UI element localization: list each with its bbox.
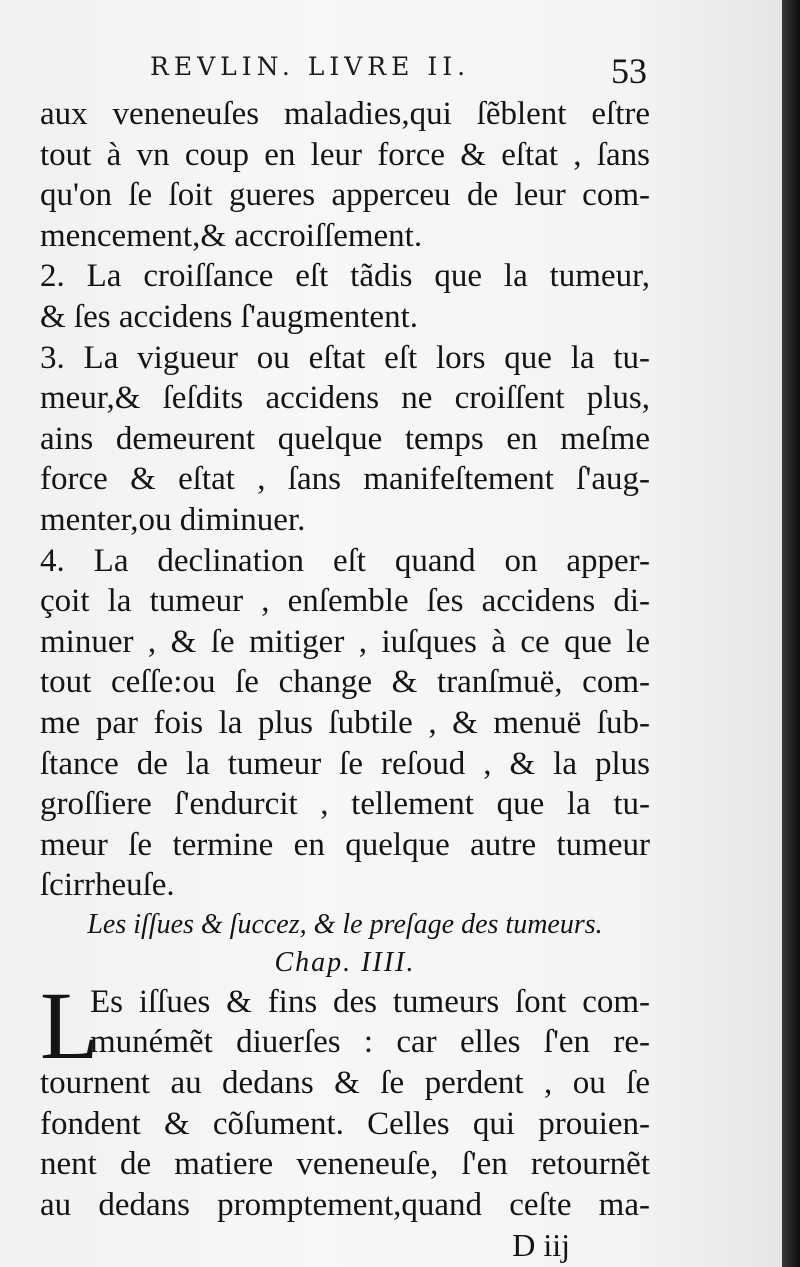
text-line: Es iſſues & fins des tumeurs ſont com- xyxy=(90,983,650,1020)
text-line: tout à vn coup en leur force & eſtat , ſans xyxy=(40,136,650,173)
text-line: qu'on ſe ſoit gueres apperceu de leur com- xyxy=(40,177,650,214)
text-line: nent de matiere veneneuſe, ſ'en retournẽt xyxy=(40,1146,650,1183)
text-line: ſcirrheuſe. xyxy=(40,867,175,904)
text-line: aux veneneuſes maladies,qui ſẽblent eſtre xyxy=(40,96,650,132)
text-line: menter,ou diminuer. xyxy=(40,501,306,538)
text-line: me par fois la plus ſubtile , & menuë ſub- xyxy=(40,704,650,741)
text-line: groſſiere ſ'endurcit , tellement que la tu- xyxy=(40,786,650,823)
text-line: mencement,& accroiſſement. xyxy=(40,217,423,254)
text-line: meur,& ſeſdits accidens ne croiſſent plus, xyxy=(40,380,650,417)
text-line: ains demeurent quelque temps en meſme xyxy=(40,420,650,457)
page-number: 53 xyxy=(611,51,647,91)
chapter-title: Les iſſues & ſuccez, & le preſage des tumeurs. xyxy=(87,908,603,940)
drop-cap: L xyxy=(40,971,99,1079)
text-line: minuer , & ſe mitiger , iuſques à ce que le xyxy=(40,623,650,660)
text-line: ſtance de la tumeur ſe reſoud , & la plus xyxy=(40,745,650,782)
book-spine-edge xyxy=(782,0,800,1267)
chapter-number: Chap. IIII. xyxy=(274,946,416,978)
text-line: çoit la tumeur , enſemble ſes accidens di- xyxy=(40,583,650,620)
text-line: fondent & cõſument. Celles qui prouien- xyxy=(40,1105,650,1142)
text-line: meur ſe termine en quelque autre tumeur xyxy=(40,826,650,863)
text-line-item-3: 3. La vigueur ou eſtat eſt lors que la tu- xyxy=(40,339,650,376)
text-line: & ſes accidens ſ'augmentent. xyxy=(40,298,418,335)
text-line: tout ceſſe:ou ſe change & tranſmuë, com- xyxy=(40,664,650,701)
text-line: munémẽt diuerſes : car elles ſ'en re- xyxy=(90,1024,650,1061)
text-line: tournent au dedans & ſe perdent , ou ſe xyxy=(40,1065,650,1102)
running-head: REVLIN. LIVRE II. xyxy=(150,52,471,81)
catchword: D iij xyxy=(512,1227,570,1264)
text-line: force & eſtat , ſans manifeſtement ſ'aug- xyxy=(40,461,650,498)
text-line-item-4: 4. La declination eſt quand on apper- xyxy=(40,542,650,579)
text-block xyxy=(40,94,650,1265)
text-line-item-2: 2. La croiſſance eſt tãdis que la tumeur, xyxy=(40,258,650,295)
chapter-paragraph xyxy=(40,971,650,1079)
text-line: au dedans promptement,quand ceſte ma- xyxy=(40,1186,650,1223)
